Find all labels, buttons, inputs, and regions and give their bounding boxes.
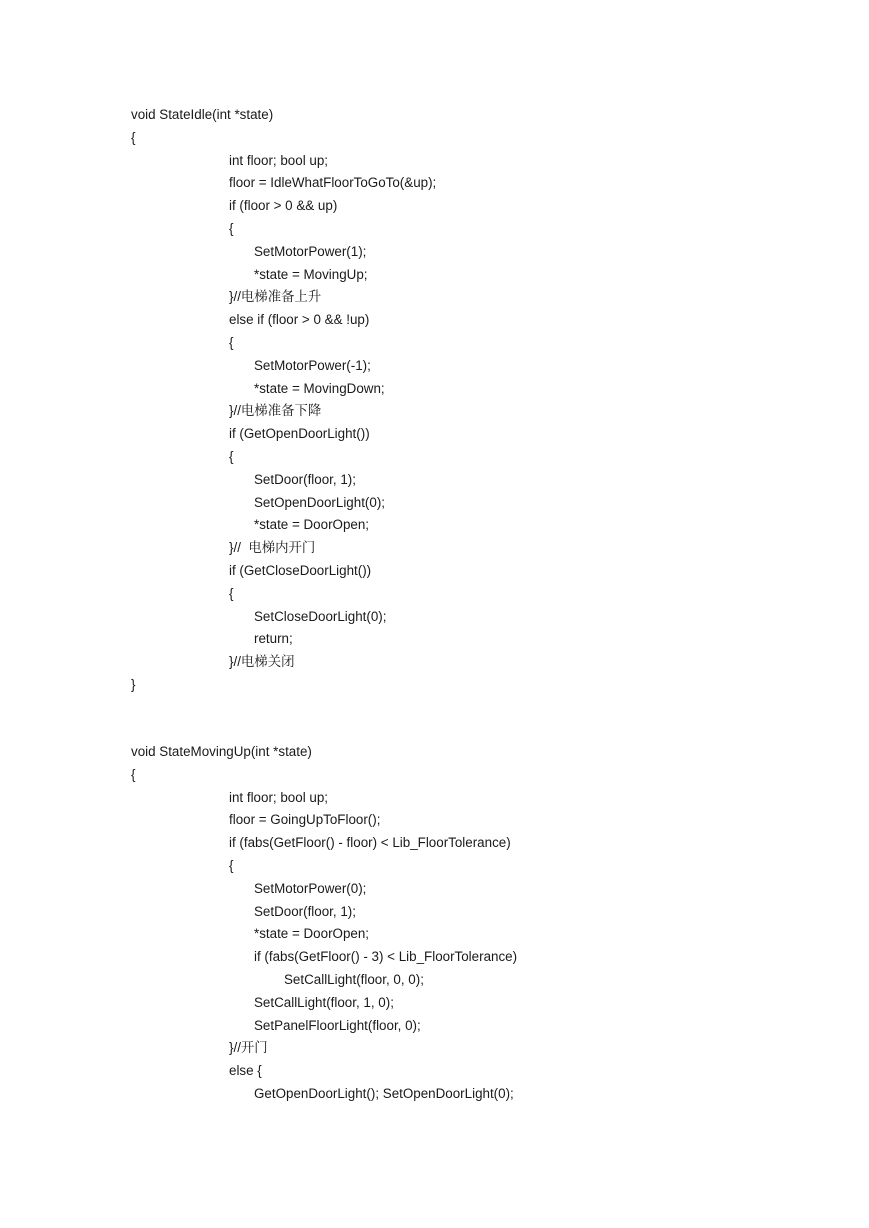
code-line: SetOpenDoorLight(0);: [254, 494, 386, 510]
code-line: else if (floor > 0 && !up): [229, 312, 370, 328]
code-line: if (fabs(GetFloor() - 3) < Lib_FloorTolerance): [254, 949, 518, 965]
code-line: }//电梯准备下降: [229, 403, 322, 419]
code-line: *state = DoorOpen;: [254, 517, 370, 533]
code-line: SetCallLight(floor, 1, 0);: [254, 994, 394, 1010]
code-line: SetMotorPower(0);: [254, 880, 367, 896]
code-line: {: [229, 220, 234, 236]
code-line: {: [229, 334, 234, 350]
code-line: SetDoor(floor, 1);: [254, 471, 356, 487]
code-block-state-idle: [131, 104, 811, 697]
code-line: if (floor > 0 && up): [229, 198, 338, 214]
code-line: void StateIdle(int *state): [131, 107, 274, 122]
code-line: SetMotorPower(1);: [254, 243, 367, 259]
code-block-state-moving-up: [131, 741, 811, 1106]
code-line: if (GetCloseDoorLight()): [229, 562, 372, 578]
code-line: {: [131, 766, 136, 782]
code-line: SetCallLight(floor, 0, 0);: [284, 971, 424, 987]
code-line: {: [131, 129, 136, 145]
code-line: return;: [254, 631, 293, 647]
code-line: SetCloseDoorLight(0);: [254, 608, 387, 624]
code-line: SetMotorPower(-1);: [254, 357, 371, 373]
code-line: {: [229, 448, 234, 464]
code-line: floor = GoingUpToFloor();: [229, 812, 381, 828]
code-line: int floor; bool up;: [229, 789, 329, 805]
code-line: if (GetOpenDoorLight()): [229, 426, 370, 442]
code-line: }//开门: [229, 1040, 268, 1056]
code-line: GetOpenDoorLight(); SetOpenDoorLight(0);: [254, 1085, 514, 1101]
code-line: floor = IdleWhatFloorToGoTo(&up);: [229, 175, 437, 191]
code-line: SetPanelFloorLight(floor, 0);: [254, 1017, 421, 1033]
code-line: int floor; bool up;: [229, 152, 329, 168]
code-line: *state = MovingUp;: [254, 266, 368, 282]
code-line: *state = MovingDown;: [254, 380, 385, 396]
code-line: {: [229, 585, 234, 601]
code-line: void StateMovingUp(int *state): [131, 744, 312, 759]
code-line: }// 电梯内开门: [229, 540, 316, 556]
code-line: }: [131, 676, 136, 692]
code-line: }//电梯关闭: [229, 654, 295, 670]
code-line: if (fabs(GetFloor() - floor) < Lib_FloorTolerance): [229, 835, 511, 851]
code-line: }//电梯准备上升: [229, 289, 322, 305]
code-line: else {: [229, 1063, 262, 1079]
code-line: SetDoor(floor, 1);: [254, 903, 356, 919]
code-line: {: [229, 857, 234, 873]
code-line: *state = DoorOpen;: [254, 926, 370, 942]
